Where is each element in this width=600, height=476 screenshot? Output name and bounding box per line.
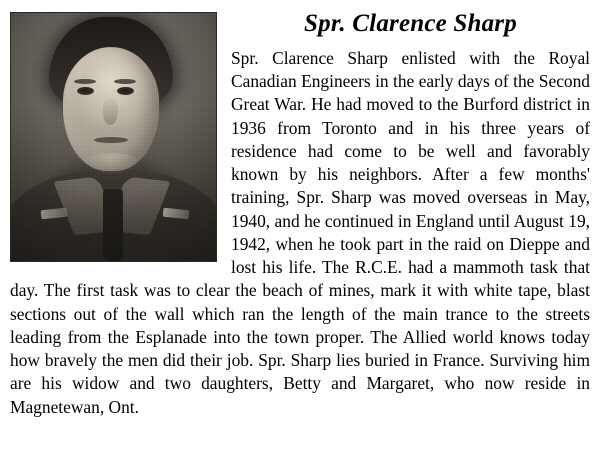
photo-vignette <box>11 13 216 261</box>
page-title: Spr. Clarence Sharp <box>304 10 517 37</box>
article-paragraph: Spr. Clarence Sharp enlisted with the Royal Canadian Engineers in the early days of the Second Great War. He had moved to the Burford district in 1936 from Toronto and in his three years of residence had come to be well and favorably known by his neighbors. After a few months' training, Spr. Sharp was moved overseas in May, 1940, and he continued in England until August 19, 1942, when he took part in the raid on Dieppe and lost his life. The R.C.E. had a mammoth task that day. The first task was to clear the beach of mines, mark it with white tape, blast sections out of the wall which ran the length of the main trance to the streets leading from the Esplanade into the town proper. The Allied world knows today how bravely the men did their job. Spr. Sharp lies buried in France. Surviving him are his widow and two daughters, Betty and Margaret, who now reside in Magnetewan, Ont. <box>10 48 590 417</box>
portrait-photo <box>10 12 217 262</box>
